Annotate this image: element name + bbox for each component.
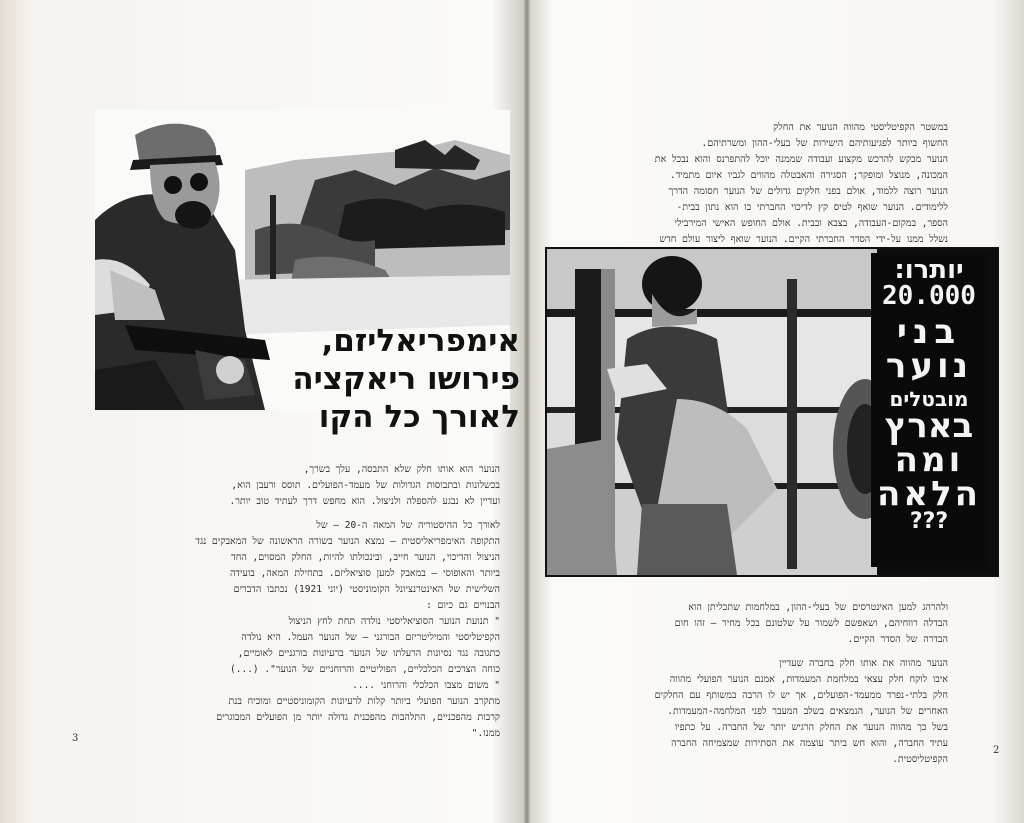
text-line: הקפיטליסטי והמיליטריזם הבורגני – של הנוער העמל. היא נולדה [241,632,500,643]
text-line: נשלל ממנו על-ידי הסדר החברתי הקיים. הנוער שואף ליצור עולם חדש [659,234,948,245]
paragraph [548,656,948,768]
poster-line-1: יותרו: [894,255,964,285]
text-line: האחרים של הנוער, הנמצאים בשלב המעבר לפני המלחמה-המעמדות. [667,706,948,717]
text-line: הנוער הוא אותו חלק שלא התבסה, עלך בשרך, [303,464,500,475]
poster-line-4: נוער [885,346,973,386]
headline-line-1: אימפריאליזם, [321,323,520,359]
text-line: ללימודים. הנוער שואף לטיס קץ לדיכוי החברתי בו הוא נתון בבית- [676,202,948,213]
text-line: הבדלה רווחיהם, ושאפשם לשמור על שלטונם בכל מחיר – זהו חום [674,618,948,629]
text-line: לאורך כל ההיסטוריה של המאה ה-20 – של [316,520,500,531]
headline-line-2: פירושו ריאקציה [292,361,520,397]
text-line: ממנו." [471,728,500,739]
text-line: הבנויים גם כיום : [426,600,500,611]
text-line: " תנועת הנוער הסוציאליסטי נולדה תחת לחץ הניצול [288,616,500,627]
text-line: הנוער מבקש להרכש מקצוע ועבודה שממנה יוכל להתפרנס והוא נבכל את [654,154,948,165]
right-page [527,0,1024,823]
right-body-text-bottom [548,600,948,776]
boy-unemployment-photo [545,247,999,577]
text-line: ביותר והאופוסי – במאבק למען סוציאליזם. בתחילת המאה, בועידה [229,568,500,579]
poster-line-9: ??? [909,509,949,534]
poster-sign [871,253,987,567]
text-line: המכונה, מנוצל ומופקר; הסגירה והאבטלה מהווים לגביו איום מתמיד. [669,170,948,181]
page-number-left: 3 [72,733,79,744]
text-line: כוחה הצרכים הכלכליים, הפוליטיים והרוחניים של הנוער". (...) [230,664,500,675]
text-line: בכשלונות ובתבוסות הגדולות של מעמד-הפועלים. תוסס ורעבן הוא, [231,480,500,491]
text-line: מתקרב הנוער הפועלי ביותר קלות לרעיונות הקומוניסטיים ומוכיח בנת [228,696,500,707]
text-line: ועדיין לא נבגע להספלה ולניצול. הוא מחפש דרך לעתיד טוב יותר. [229,496,500,507]
headline [270,322,520,436]
left-body-text [100,462,500,750]
text-line: הנוער מהווה את אותו חלק בחברה שעדיין [779,658,948,669]
paragraph [100,518,500,742]
paragraph [548,600,948,648]
text-line: בשל כך מהווה הנוער את החלק הרגיש יותר של החברה. על כתפיו [674,722,948,733]
text-line: חלק בלתי-נפרד ממעמד-הפועלים, אך יש לו הרבה במשותף עם החלקים [654,690,948,701]
poster-line-6: בארץ [884,406,974,446]
text-line: " משום מצבו הכלכלי והרוחני .... [352,680,500,691]
poster-line-8: הלאה [876,474,982,514]
text-line: הנוער רוצה ללמוד, אולם בפני חלקים גדולים של הנוער חסומה הדרך [668,186,948,197]
text-line: עתיד החברה, והוא חש ביתר עוצמה את הסתירות שמצמיחה החברה [671,738,948,749]
text-line: איבו לוקח חלק עצאי במלחמת המעמדות, אמנם הנוער הפועלי מהווה [669,674,948,685]
headline-line-3: לאורך כל הקו [318,399,520,435]
paragraph [100,462,500,510]
text-line: ולהרהג למען האינטרסים של בעלי-ההון, במלחמות שתכליתן הוא [688,602,948,613]
text-line: הניצול והדיכוי, הנוער חייב, ובינכולתו להיות, החלק המסוים, החד [231,552,500,563]
text-line: התקופה האימפריאליסטית – נמצא הנוער בשורה הראשונה של המאבקים נגד [195,536,500,547]
poster-line-7: ומה [894,440,964,480]
poster-line-5: מובטלים [889,387,969,411]
poster-line-2: 20.000 [882,281,976,311]
page-number-right: 2 [993,745,1000,756]
text-line: במשטר הקפיטליסטי מהווה הנוער את החלק [773,122,948,133]
text-line: קרבות מהפכניים, התלהבות מהפכנית גדולה יותר מן הפועלים המבוגרים [216,712,500,723]
text-line: הבדרה של הסדר הקיים. [847,634,948,645]
text-line: הקפיטליסטית. [892,754,948,765]
poster-line-3: בני [896,312,962,352]
text-line: הספר, במקום-העבודה, בצבא ובבית. אולם החופש האישי המירבילי [674,218,948,229]
text-line: החשוף ביותר לפגיעותיהם הישירות של בעלי-ההון ומשרתיהם. [701,138,948,149]
text-line: השלישית של האינטרנציונל הקומוניסטי (יוני 1921) נכתבו הדברים [233,584,500,595]
text-line: כתגובה נגד נסיונות הרעלתו של הנוער ברעיונות בורגניים לאומיים, [237,648,500,659]
